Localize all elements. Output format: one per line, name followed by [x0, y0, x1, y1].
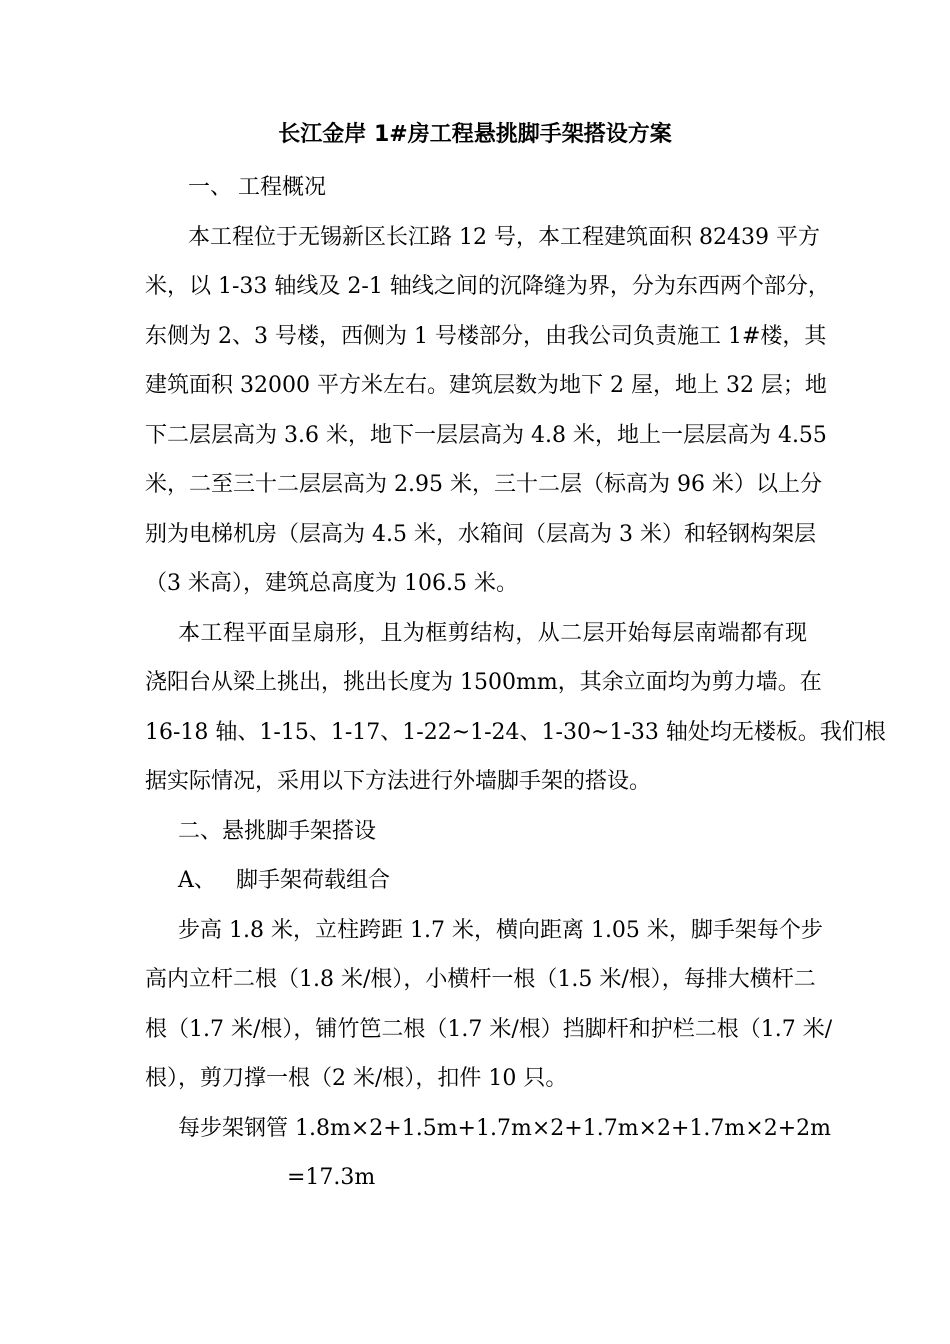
para1-line-2: 米，以 1-33 轴线及 2-1 轴线之间的沉降缝为界，分为东西两个部分，: [145, 274, 830, 299]
subsection-a-heading: [178, 864, 840, 898]
para1-line-5: 下二层层高为 3.6 米，地下一层层高为 4.8 米，地上一层层高为 4.55: [145, 423, 827, 448]
document-title: 长江金岸 1#房工程悬挑脚手架搭设方案: [278, 122, 672, 147]
para1-line-7: 别为电梯机房（层高为 4.5 米，水箱间（层高为 3 米）和轻钢构架层: [145, 522, 816, 547]
subsection-a-title: 脚手架荷载组合: [236, 868, 391, 893]
section-1-number: 一、: [188, 175, 233, 200]
section-1-title: 工程概况: [238, 175, 327, 200]
para1-line-4: 建筑面积 32000 平方米左右。建筑层数为地下 2 屋，地上 32 层；地: [145, 373, 827, 398]
section-1-heading: [188, 171, 850, 205]
para1-line-6: 米，二至三十二层层高为 2.95 米，三十二层（标高为 96 米）以上分: [145, 472, 822, 497]
formula-line-1: 每步架钢管 1.8m×2+1.5m+1.7m×2+1.7m×2+1.7m×2+2m: [178, 1116, 831, 1141]
subsection-a-number: A、: [178, 868, 216, 893]
para2-line-1: 本工程平面呈扇形，且为框剪结构，从二层开始每层南端都有现: [178, 621, 807, 646]
para1-line-3: 东侧为 2、3 号楼，西侧为 1 号楼部分，由我公司负责施工 1#楼，其: [145, 324, 827, 349]
para2-line-4: 据实际情况，采用以下方法进行外墙脚手架的搭设。: [145, 769, 652, 794]
section-2-heading: 二、悬挑脚手架搭设: [178, 819, 377, 844]
para1-line-1: 本工程位于无锡新区长江路 12 号，本工程建筑面积 82439 平方: [188, 225, 820, 250]
para3-line-3: 根（1.7 米/根），铺竹笆二根（1.7 米/根）挡脚杆和护栏二根（1.7 米/: [145, 1017, 833, 1042]
para1-line-8: （3 米高），建筑总高度为 106.5 米。: [145, 571, 518, 596]
para3-line-4: 根），剪刀撑一根（2 米/根），扣件 10 只。: [145, 1066, 568, 1091]
para2-line-2: 浇阳台从梁上挑出，挑出长度为 1500mm，其余立面均为剪力墙。在: [145, 670, 822, 695]
para3-line-2: 高内立杆二根（1.8 米/根），小横杆一根（1.5 米/根），每排大横杆二: [145, 967, 816, 992]
para3-line-1: 步高 1.8 米，立柱跨距 1.7 米，横向距离 1.05 米，脚手架每个步: [178, 918, 823, 943]
para2-line-3: 16-18 轴、1-15、1-17、1-22~1-24、1-30~1-33 轴处均无楼板。我们根: [145, 720, 886, 745]
formula-line-2: =17.3m: [287, 1165, 376, 1190]
